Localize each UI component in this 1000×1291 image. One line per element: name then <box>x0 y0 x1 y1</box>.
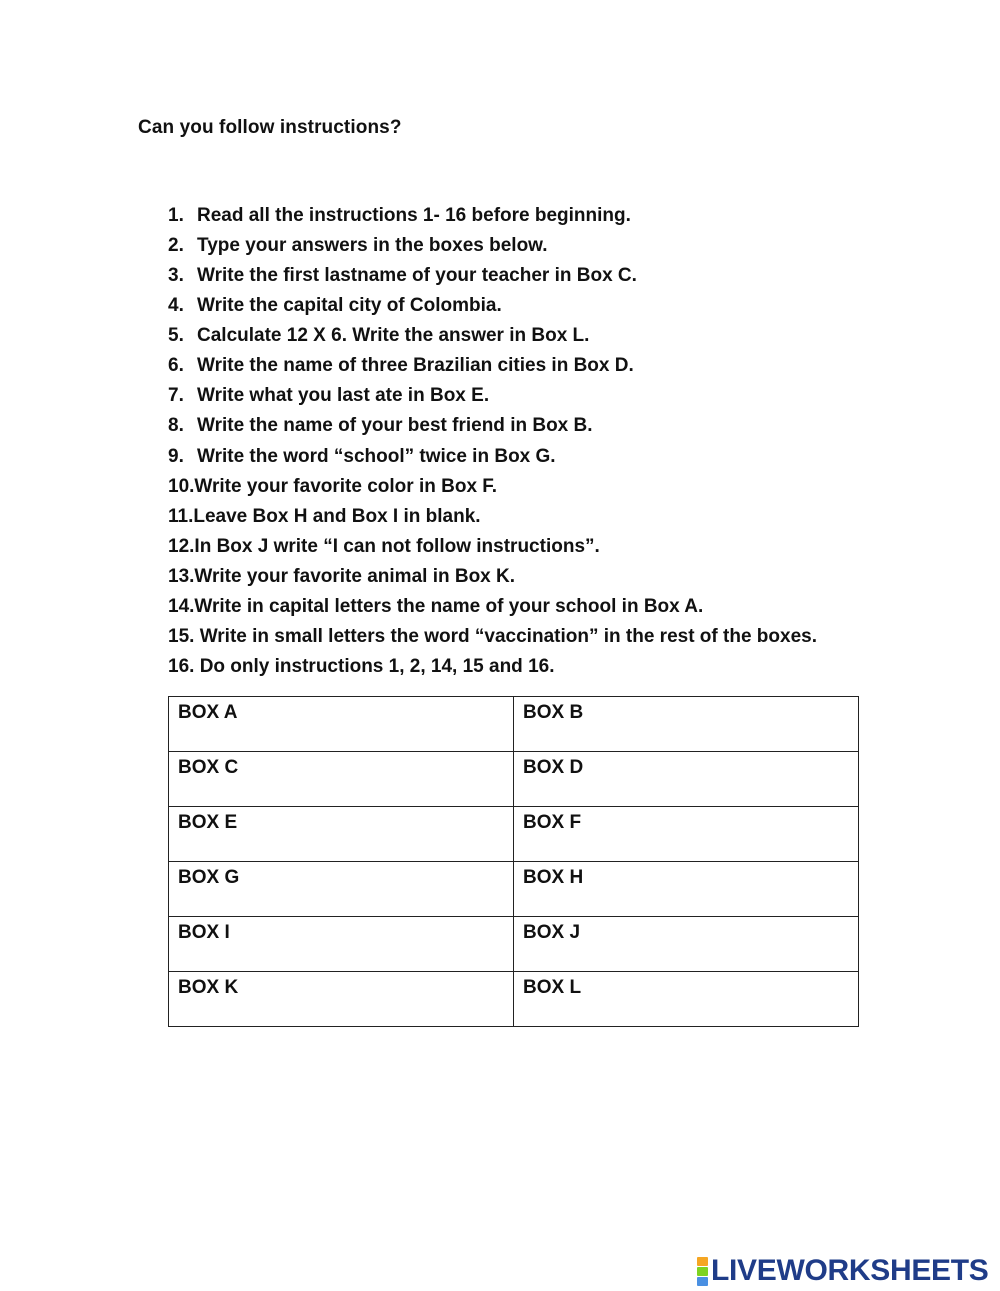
box-c-cell[interactable]: BOX C <box>169 752 514 807</box>
instruction-item <box>168 231 817 261</box>
instruction-number: 12. <box>168 535 195 557</box>
instruction-number: 5. <box>168 325 184 347</box>
table-row <box>169 752 859 807</box>
instruction-number: 3. <box>168 265 184 287</box>
box-d-cell[interactable]: BOX D <box>514 752 859 807</box>
instruction-number: 13. <box>168 565 195 587</box>
instruction-item <box>168 381 817 411</box>
instruction-item <box>168 502 817 532</box>
instruction-text: Do only instructions 1, 2, 14, 15 and 16. <box>194 655 555 677</box>
instruction-item <box>168 652 817 682</box>
logo-block-orange <box>697 1257 708 1266</box>
instruction-number: 16. <box>168 655 195 677</box>
instruction-text: Type your answers in the boxes below. <box>197 235 548 257</box>
instruction-text: Write in small letters the word “vaccination” in the rest of the boxes. <box>194 625 817 647</box>
instruction-text: Write your favorite color in Box F. <box>194 475 498 497</box>
instruction-item <box>168 442 817 472</box>
instruction-item <box>168 472 817 502</box>
instruction-item <box>168 261 817 291</box>
logo-block-green <box>697 1267 708 1276</box>
instruction-number: 14. <box>168 595 195 617</box>
worksheet-title: Can you follow instructions? <box>138 117 402 138</box>
table-row <box>169 807 859 862</box>
instruction-item <box>168 592 817 622</box>
instruction-number: 10. <box>168 475 195 497</box>
logo-block-blue <box>697 1277 708 1286</box>
instruction-list <box>168 201 817 682</box>
instruction-text: In Box J write “I can not follow instructions”. <box>194 535 600 557</box>
instruction-text: Write the name of three Brazilian cities in Box D. <box>197 355 634 377</box>
instruction-item <box>168 291 817 321</box>
instruction-item <box>168 201 817 231</box>
instruction-number: 9. <box>168 445 184 467</box>
instruction-text: Calculate 12 X 6. Write the answer in Box L. <box>197 325 590 347</box>
instruction-number: 7. <box>168 385 184 407</box>
instruction-number: 1. <box>168 205 184 226</box>
instruction-text: Write the name of your best friend in Box B. <box>197 415 593 437</box>
instruction-item <box>168 622 817 652</box>
box-g-cell[interactable]: BOX G <box>169 862 514 917</box>
liveworksheets-logo <box>697 1254 989 1288</box>
box-h-cell[interactable]: BOX H <box>514 862 859 917</box>
table-row <box>169 917 859 972</box>
instruction-text: Write in capital letters the name of your school in Box A. <box>194 595 704 617</box>
instruction-number: 2. <box>168 235 184 257</box>
box-e-cell[interactable]: BOX E <box>169 807 514 862</box>
table-row <box>169 862 859 917</box>
instruction-text: Read all the instructions 1- 16 before beginning. <box>197 205 631 226</box>
table-row <box>169 697 859 752</box>
instruction-text: Write the word “school” twice in Box G. <box>197 445 556 467</box>
instruction-item <box>168 411 817 441</box>
box-i-cell[interactable]: BOX I <box>169 917 514 972</box>
instruction-number: 8. <box>168 415 184 437</box>
table-row <box>169 972 859 1027</box>
instruction-item <box>168 351 817 381</box>
instruction-number: 6. <box>168 355 184 377</box>
instruction-item <box>168 321 817 351</box>
box-f-cell[interactable]: BOX F <box>514 807 859 862</box>
instruction-number: 4. <box>168 295 184 317</box>
answer-boxes-table <box>168 696 859 1027</box>
box-j-cell[interactable]: BOX J <box>514 917 859 972</box>
logo-text: LIVEWORKSHEETS <box>711 1254 989 1287</box>
instruction-text: Write the capital city of Colombia. <box>197 295 502 317</box>
instruction-item <box>168 562 817 592</box>
instruction-text: Write your favorite animal in Box K. <box>194 565 516 587</box>
box-k-cell[interactable]: BOX K <box>169 972 514 1027</box>
instruction-text: Write what you last ate in Box E. <box>197 385 490 407</box>
box-a-cell[interactable]: BOX A <box>169 697 514 752</box>
instruction-text: Leave Box H and Box I in blank. <box>193 505 481 527</box>
instruction-number: 15. <box>168 625 195 647</box>
liveworksheets-logo-icon <box>697 1257 708 1286</box>
box-b-cell[interactable]: BOX B <box>514 697 859 752</box>
box-l-cell[interactable]: BOX L <box>514 972 859 1027</box>
instruction-number: 11. <box>168 505 194 527</box>
instruction-item <box>168 532 817 562</box>
instruction-text: Write the first lastname of your teacher in Box C. <box>197 265 637 287</box>
